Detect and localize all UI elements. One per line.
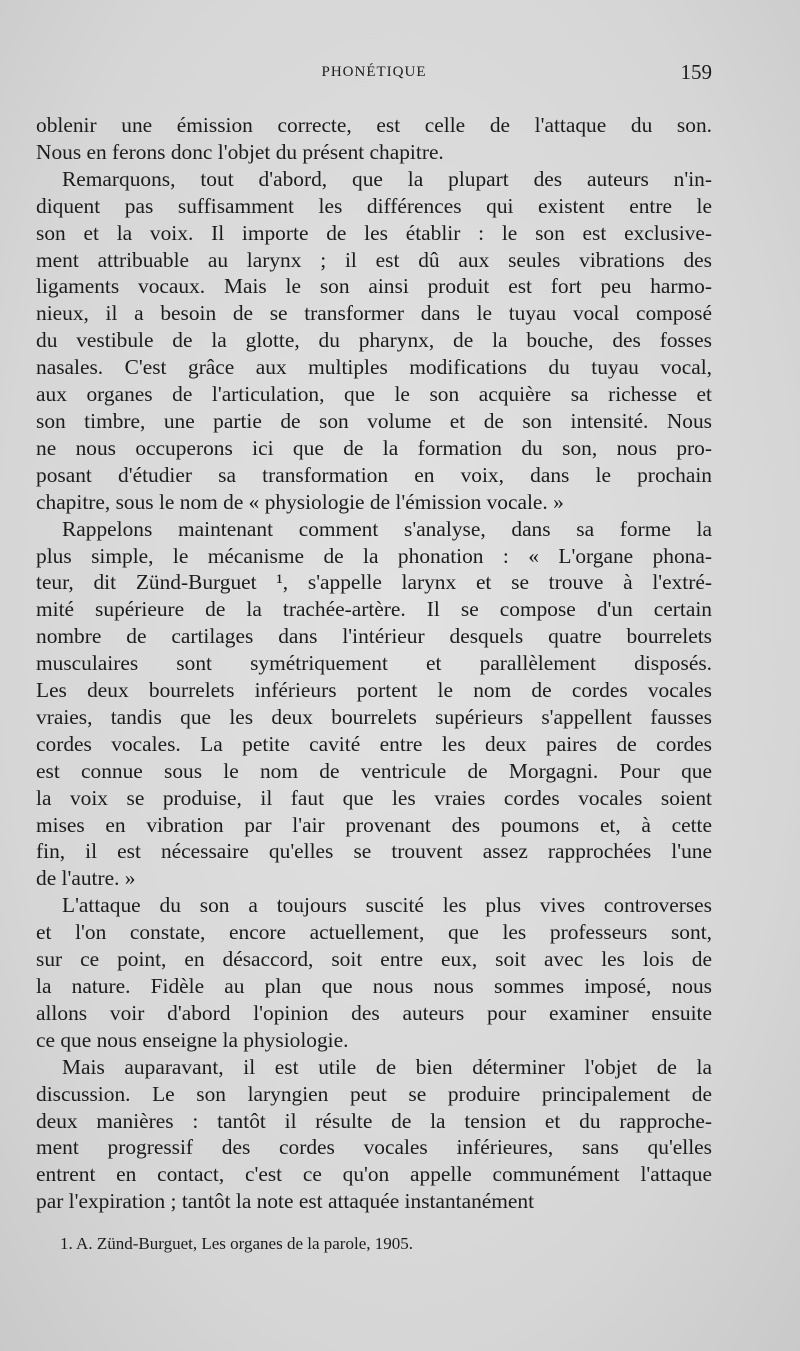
text-line: mises en vibration par l'air provenant des poumons et, à cette [36,812,712,837]
text-line: la voix se produise, il faut que les vraies cordes vocales soient [36,785,712,810]
running-head: PHONÉTIQUE [321,64,427,80]
text-line: posant d'étudier sa transformation en voix, dans le prochain [36,462,712,487]
text-line: chapitre, sous le nom de « physiologie de l'émission vocale. » [36,489,564,514]
text-line: son et la voix. Il importe de les établir : le son est exclusive- [36,220,712,245]
text-line: L'attaque du son a toujours suscité les plus vives controverses [62,893,712,918]
text-line: discussion. Le son laryngien peut se produire principalement de [36,1081,712,1106]
text-line: sur ce point, en désaccord, soit entre eux, soit avec les lois de [36,947,712,972]
page-number: 159 [680,60,712,84]
text-line: ne nous occuperons ici que de la formation du son, nous pro- [36,435,712,460]
footnote: 1. A. Zünd-Burguet, Les organes de la parole, 1905. [60,1234,413,1253]
paragraph [36,892,712,1053]
text-line: fin, il est nécessaire qu'elles se trouvent assez rapprochées l'une [36,839,712,864]
text-line: de l'autre. » [36,866,136,891]
text-line: la nature. Fidèle au plan que nous nous sommes imposé, nous [36,974,712,998]
text-line: ligaments vocaux. Mais le son ainsi produit est fort peu harmo- [36,274,712,299]
text-line: son timbre, une partie de son volume et de son intensité. Nous [36,408,712,433]
text-line: nombre de cartilages dans l'intérieur desquels quatre bourrelets [36,624,712,649]
text-line: Mais auparavant, il est utile de bien déterminer l'objet de la [62,1054,712,1079]
text-line: et l'on constate, encore actuellement, que les professeurs sont, [36,920,712,945]
text-line: Nous en ferons donc l'objet du présent chapitre. [36,139,444,164]
paragraph [36,112,712,166]
text-line: Remarquons, tout d'abord, que la plupart des auteurs n'in- [62,166,712,191]
text-line: plus simple, le mécanisme de la phonation : « L'organe phona- [36,543,712,568]
text-line: du vestibule de la glotte, du pharynx, de la bouche, des fosses [36,328,712,353]
paragraph [36,1054,712,1215]
text-line: vraies, tandis que les deux bourrelets supérieurs s'appellent fausses [36,704,712,729]
text-line: teur, dit Zünd-Burguet ¹, s'appelle larynx et se trouve à l'extré- [36,570,712,595]
text-line: nasales. C'est grâce aux multiples modifications du tuyau vocal, [36,355,712,380]
text-line: ce que nous enseigne la physiologie. [36,1027,349,1052]
text-line: cordes vocales. La petite cavité entre les deux paires de cordes [36,731,712,756]
page-body [36,112,712,1215]
text-line: aux organes de l'articulation, que le son acquière sa richesse et [36,382,712,407]
text-line: est connue sous le nom de ventricule de Morgagni. Pour que [36,758,712,783]
paragraph [36,166,712,516]
text-line: entrent en contact, c'est ce qu'on appelle communément l'attaque [36,1162,712,1187]
page-header [36,60,712,90]
text-line: diquent pas suffisamment les différences qui existent entre le [36,193,712,218]
text-line: par l'expiration ; tantôt la note est attaquée instantanément [36,1189,535,1214]
text-line: musculaires sont symétriquement et parallèlement disposés. [36,651,712,676]
paragraph [36,516,712,893]
text-line: Rappelons maintenant comment s'analyse, dans sa forme la [62,516,712,541]
text-line: nieux, il a besoin de se transformer dans le tuyau vocal composé [36,301,712,326]
text-line: ment attribuable au larynx ; il est dû aux seules vibrations des [36,247,712,272]
text-line: mité supérieure de la trachée-artère. Il se compose d'un certain [36,597,712,622]
text-line: deux manières : tantôt il résulte de la tension et du rapproche- [36,1108,712,1133]
text-line: oblenir une émission correcte, est celle de l'attaque du son. [36,113,712,137]
text-line: ment progressif des cordes vocales inférieures, sans qu'elles [36,1135,712,1160]
text-line: Les deux bourrelets inférieurs portent le nom de cordes vocales [36,678,712,703]
text-line: allons voir d'abord l'opinion des auteurs pour examiner ensuite [36,1000,712,1025]
